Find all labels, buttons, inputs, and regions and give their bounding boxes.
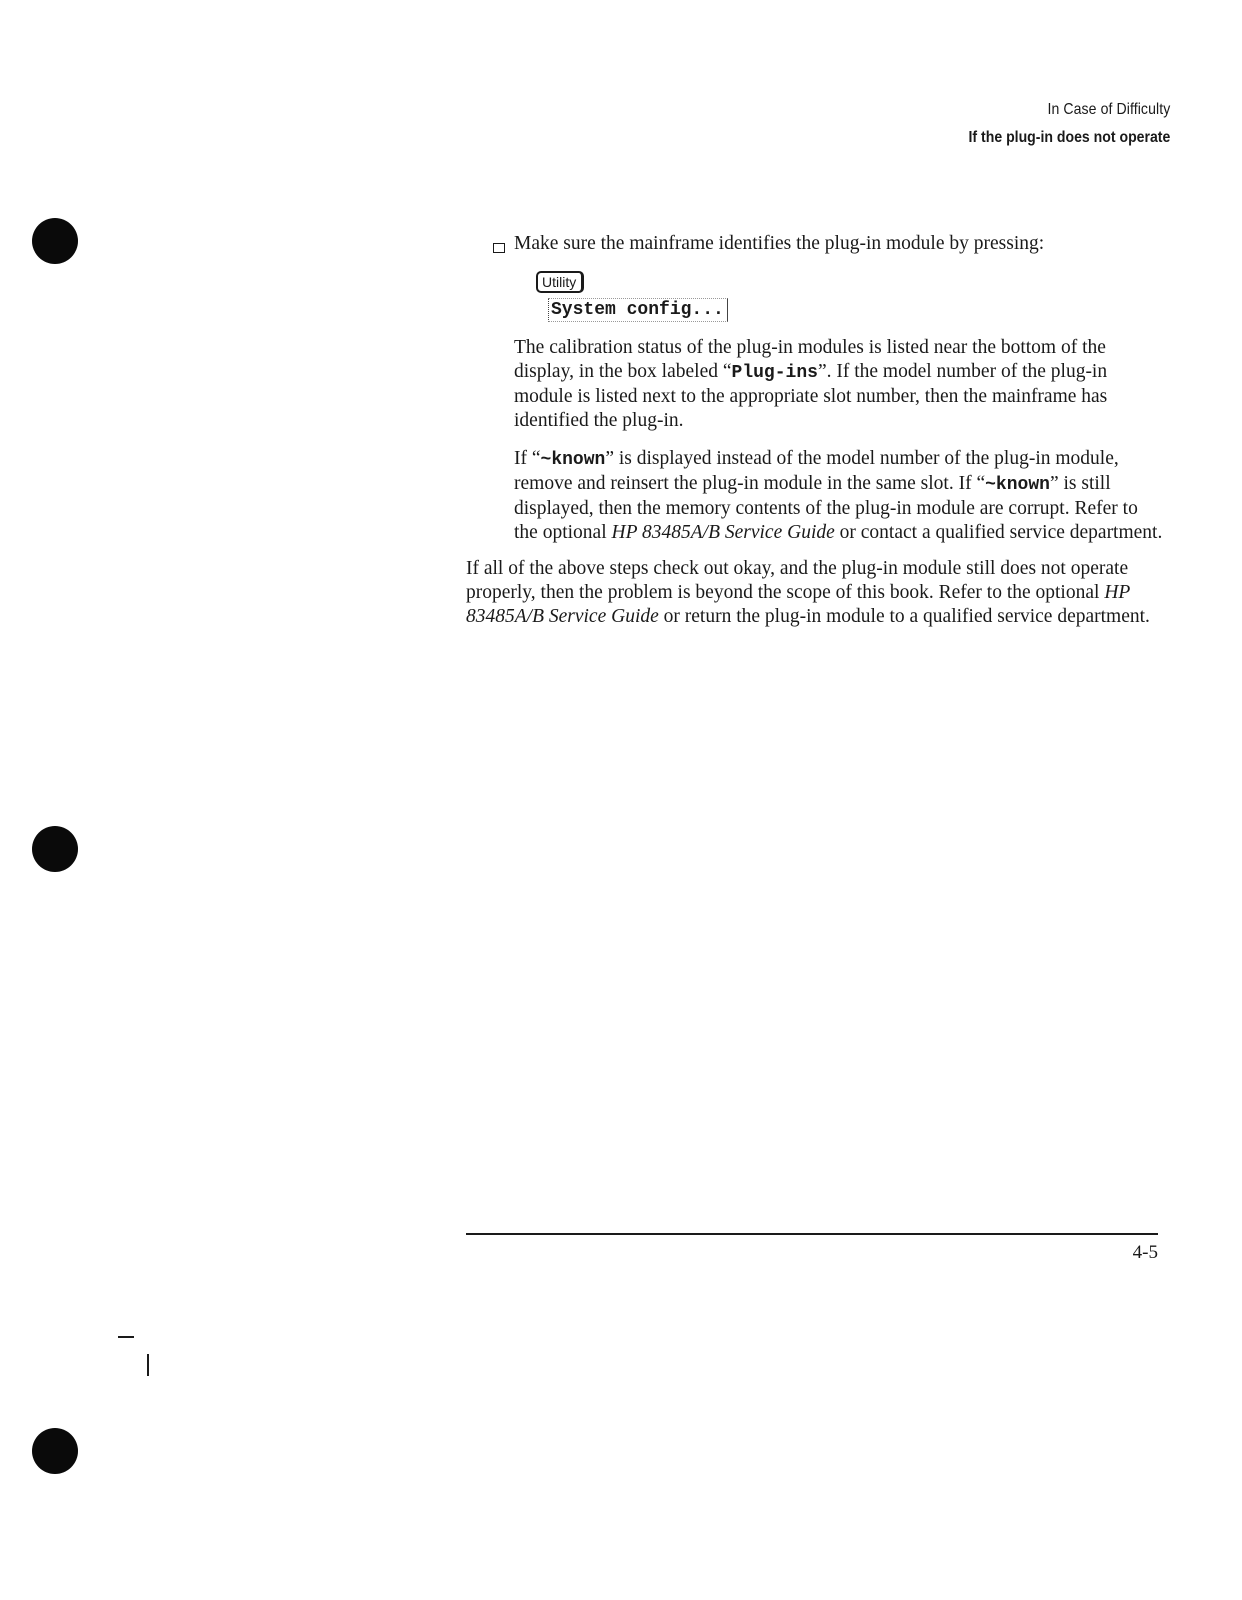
chapter-title: In Case of Difficulty (1047, 101, 1170, 118)
step-instruction: Make sure the mainframe identifies the plug-in module by pressing: (514, 233, 1045, 254)
punch-hole-middle (32, 826, 78, 872)
calibration-status-paragraph: The calibration status of the plug-in modules is listed near the bottom of the display, in the box labeled “Plug-ins”. If the model number of the plug-in module is listed next to the appropriate slot number, then the mainframe has identified the plug-in. (514, 337, 1108, 431)
unknown-label: ~known (985, 475, 1050, 495)
margin-mark (147, 1354, 149, 1376)
unknown-label: ~known (540, 450, 606, 470)
beyond-scope-paragraph: If all of the above steps check out okay, and the plug-in module still does not operate properly, then the problem is beyond the scope of this book. Refer to the optional HP 83485A/B Service Guide or return the plug-in module to a qualified service department. (466, 558, 1150, 627)
key-sequence (514, 270, 1166, 322)
punch-hole-bottom (32, 1428, 78, 1474)
checkbox-icon (493, 243, 505, 253)
service-guide-title: HP 83485A/B Service Guide (611, 522, 835, 543)
unknown-module-paragraph: If “~known” is displayed instead of the model number of the plug-in module, remove and reinsert the plug-in module in the same slot. If “~known” is still displayed, then the memory contents of the plug-in module are corrupt. Refer to the optional HP 83485A/B Service Guide or contact a qualified service department. (514, 448, 1163, 543)
checklist-item (466, 232, 1166, 322)
running-head (941, 96, 1170, 152)
plug-ins-label: Plug-ins (731, 363, 818, 383)
service-guide-title: HP 83485A/B Service Guide (466, 582, 1130, 627)
punch-hole-top (32, 218, 78, 264)
page-number: 4-5 (1132, 1242, 1158, 1263)
page-body (466, 232, 1166, 629)
section-title: If the plug-in does not operate (968, 129, 1170, 146)
utility-hardkey: Utility (536, 271, 584, 293)
footer-rule (466, 1233, 1158, 1235)
system-config-softkey: System config... (548, 298, 728, 322)
margin-mark (118, 1336, 134, 1338)
